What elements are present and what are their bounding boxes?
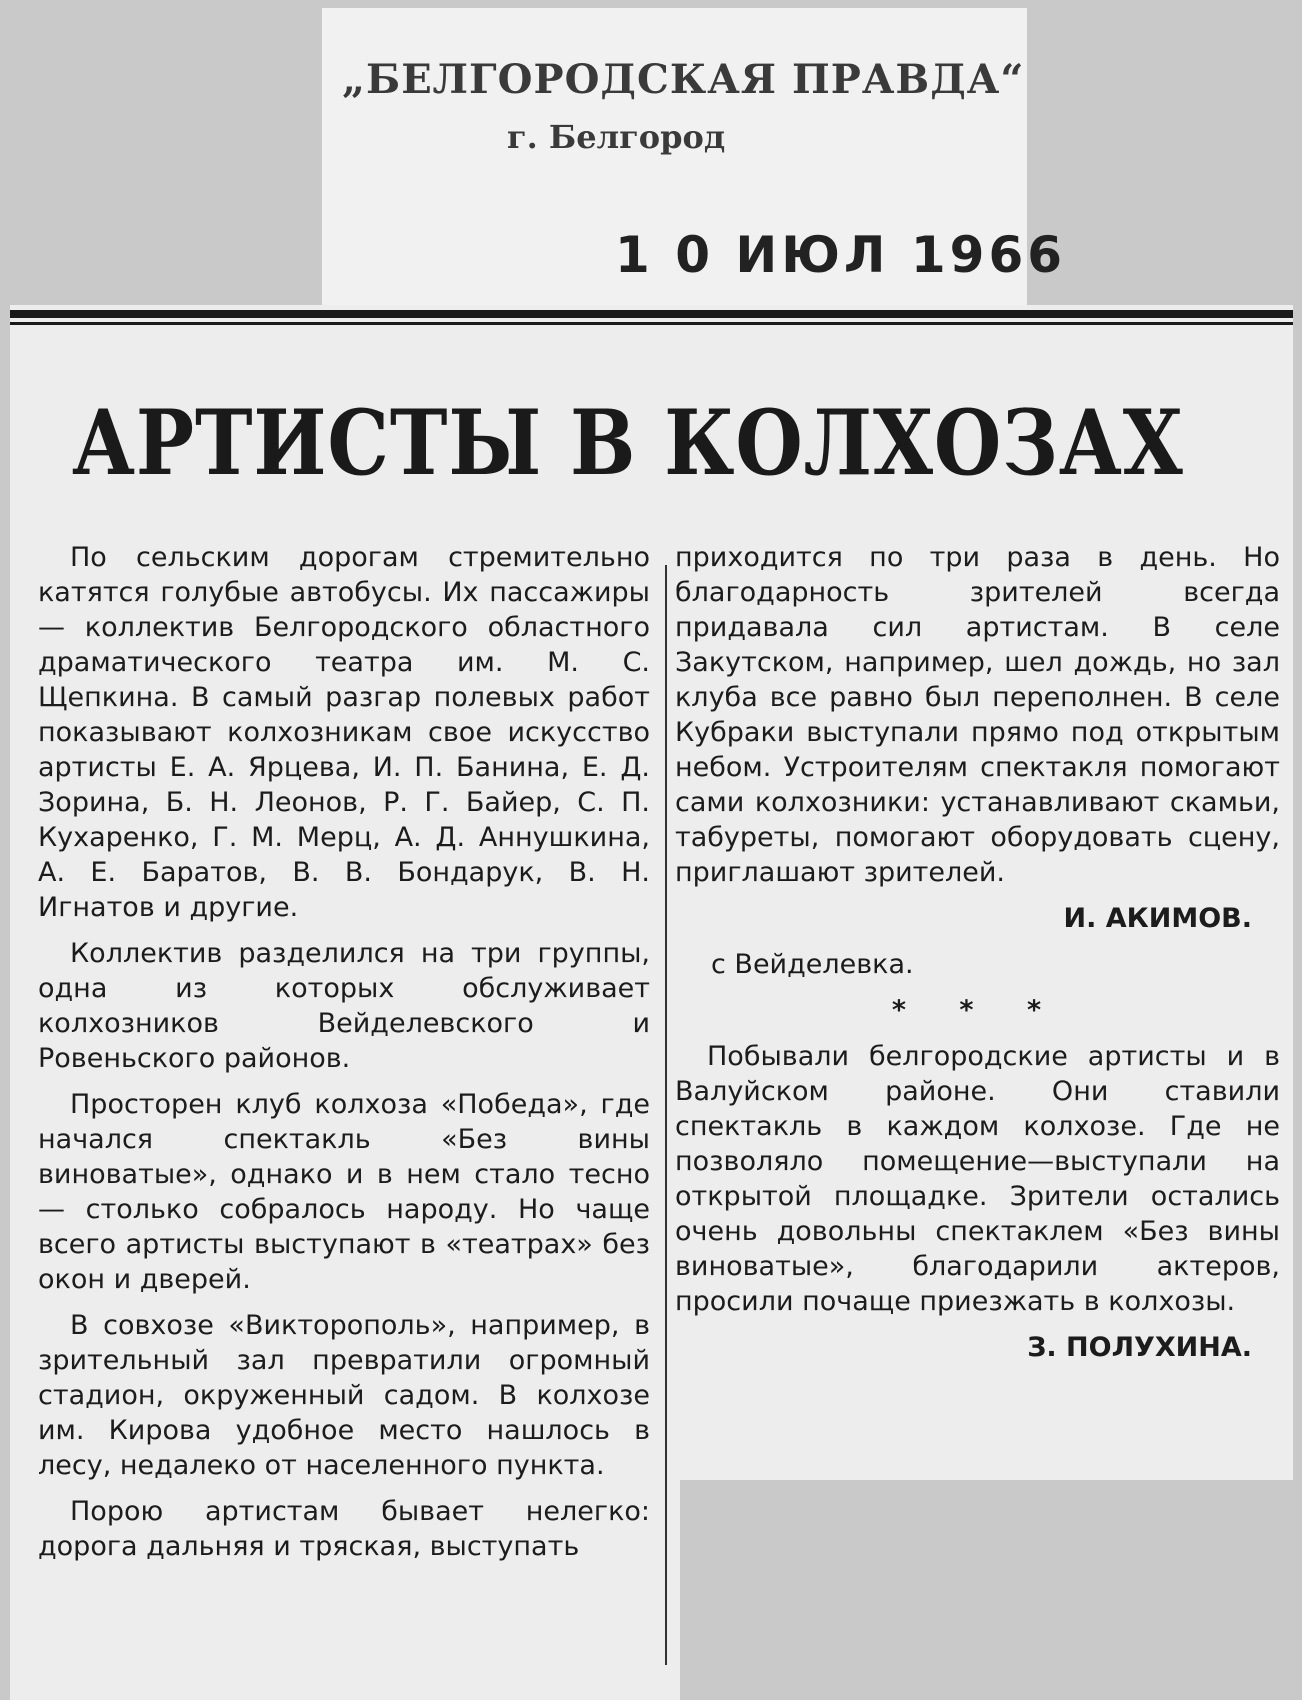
paragraph-continuation: приходится по три раза в день. Но благодарность зрителей всегда придавала сил артистам. В селе Закутском, например, шел дождь, но зал клуба все равно был переполнен. В селе Кубраки выступали прямо под открытым небом. Устроителям спектакля помогают сами колхозники: устанавливают скамьи, табуреты, помогают оборудовать сцену, приглашают зрителей. [675, 542, 1280, 888]
paragraph-club-pobeda: Просторен клуб колхоза «Победа», где начался спектакль «Без вины виноватые», однако и в нем стало тесно — столько собралось народу. Но чаще всего артисты выступают в «театрах» без окон и дверей. [38, 1089, 650, 1295]
section-separator: * * * [891, 995, 1064, 1026]
paragraph-groups: Коллектив разделился на три группы, одна из которых обслуживает колхозников Вейделевского и Ровеньского районов. [38, 938, 650, 1074]
author-signature-polukhina: З. ПОЛУХИНА. [1027, 1332, 1252, 1363]
paragraph-hardship: Порою артистам бывает нелегко: дорога дальняя и тряская, выступать [38, 1496, 650, 1562]
paragraph-intro: По сельским дорогам стремительно катятся голубые автобусы. Их пассажиры — коллектив Белгородского областного драматического театра им. М. С. Щепкина. В самый разгар полевых работ показывают колхозникам свое искусство артисты Е. А. Ярцева, И. П. Банина, Е. Д. Зорина, Б. Н. Леонов, Р. Г. Байер, С. П. Кухаренко, Г. М. Мерц, А. Д. Аннушкина, А. Е. Баратов, В. В. Бондарук, В. Н. Игнатов и другие. [38, 542, 650, 923]
clipping-cut-edge [680, 1480, 1302, 1700]
stamp-city: г. Белгород [507, 118, 726, 156]
article-left-column [38, 540, 650, 1575]
column-divider [665, 565, 667, 1665]
newspaper-stamp [322, 8, 1067, 306]
top-rule-thick [10, 310, 1293, 318]
stamp-date: 1 0 ИЮЛ 1966 [615, 226, 1067, 284]
dateline-place: с Вейделевка. [711, 949, 914, 980]
paragraph-valuyki: Побывали белгородские артисты и в Валуйском районе. Они ставили спектакль в каждом колхозе. Где не позволяло помещение—выступали на открытой площадке. Зрители остались очень довольны спектаклем «Без вины виноватые», благодарили актеров, просили почаще приезжать в колхозы. [675, 1041, 1280, 1317]
article-headline: АРТИСТЫ В КОЛХОЗАХ [72, 390, 1184, 496]
author-signature-akimov: И. АКИМОВ. [1063, 903, 1252, 934]
paragraph-venues: В совхозе «Викторополь», например, в зрительный зал превратили огромный стадион, окруженный садом. В колхозе им. Кирова удобное место нашлось в лесу, недалеко от населенного пункта. [38, 1310, 650, 1481]
article-right-column [675, 540, 1280, 1376]
top-rule-thin [10, 322, 1293, 325]
stamp-newspaper-name: „БЕЛГОРОДСКАЯ ПРАВДА“ [342, 56, 1025, 103]
